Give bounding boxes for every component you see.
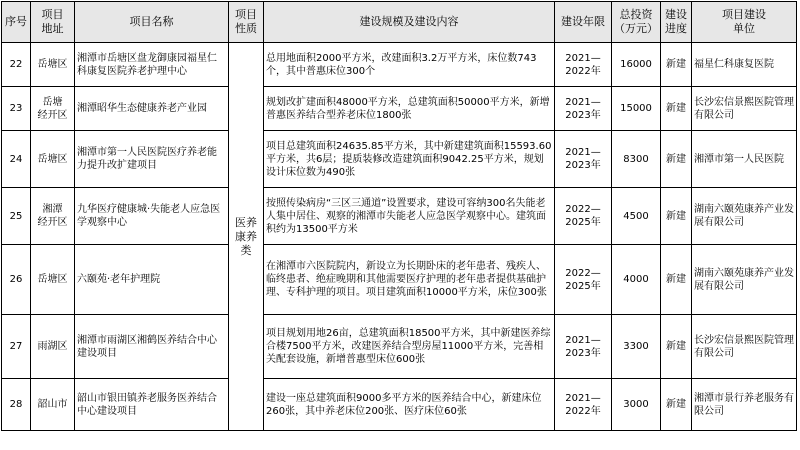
row-site: 岳塘区 [31, 245, 75, 315]
period-start: 2021— [565, 147, 601, 158]
row-site: 雨湖区 [31, 315, 75, 379]
row-progress: 新建 [661, 245, 692, 315]
row-site: 岳塘区 [31, 43, 75, 87]
period-end: 2023年 [565, 109, 601, 121]
row-content: 按照传染病房“三区三通道”设置要求，建设可容纳300名失能老人集中居住、观察的湘潭市失能老人应急医学观察中心。建筑面积约为13500平方米 [264, 188, 555, 245]
row-site: 韶山市 [31, 379, 75, 431]
header-seq: 序号 [2, 2, 31, 43]
row-progress: 新建 [661, 379, 692, 431]
period-start: 2021— [565, 96, 601, 108]
row-content: 规划改扩建面积48000平方米，总建筑面积50000平方米，新增普惠医养结合型养老床位1800张 [264, 87, 555, 131]
header-nature: 项目 性质 [229, 2, 264, 43]
row-progress: 新建 [661, 188, 692, 245]
period-end: 2025年 [565, 217, 601, 228]
row-seq: 24 [2, 131, 31, 188]
row-unit: 湖南六颐苑康养产业发展有限公司 [692, 245, 797, 315]
row-invest: 3000 [612, 379, 661, 431]
period-start: 2021— [565, 392, 601, 404]
row-unit: 湖南六颐苑康养产业发展有限公司 [692, 188, 797, 245]
row-period [555, 131, 612, 188]
row-project-name: 湘潭市第一人民医院医疗养老能力提升改扩建项目 [75, 131, 229, 188]
row-seq: 28 [2, 379, 31, 431]
header-invest: 总投资 （万元） [612, 2, 661, 43]
row-unit: 湘潭市第一人民医院 [692, 131, 797, 188]
period-end: 2023年 [565, 347, 601, 359]
row-unit: 湘潭市景行养老服务有限公司 [692, 379, 797, 431]
row-seq: 26 [2, 245, 31, 315]
header-period: 建设年限 [555, 2, 612, 43]
row-content: 项目总建筑面积24635.85平方米，其中新建建筑面积15593.60平方米，共6层；提质装修改造建筑面积9042.25平方米，规划设计床位数为490张 [264, 131, 555, 188]
table-row [2, 379, 797, 431]
header-site: 项目 地址 [31, 2, 75, 43]
row-seq: 22 [2, 43, 31, 87]
row-seq: 27 [2, 315, 31, 379]
row-project-name: 湘潭市雨湖区湘鹤医养结合中心建设项目 [75, 315, 229, 379]
row-project-name: 湘潭昭华生态健康养老产业园 [75, 87, 229, 131]
header-name: 项目名称 [75, 2, 229, 43]
row-period [555, 87, 612, 131]
period-start: 2022— [565, 204, 601, 215]
table-row [2, 87, 797, 131]
row-site: 岳塘 经开区 [31, 87, 75, 131]
table-row [2, 188, 797, 245]
row-content: 建设一座总建筑面积9000多平方米的医养结合中心，新建床位260张，其中养老床位200张、医疗床位60张 [264, 379, 555, 431]
row-project-name: 九华医疗健康城·失能老人应急医学观察中心 [75, 188, 229, 245]
row-project-name: 六颐苑·老年护理院 [75, 245, 229, 315]
header-content: 建设规模及建设内容 [264, 2, 555, 43]
row-content: 总用地面积2000平方米，改建面积3.2万平方米，床位数743个，其中普惠床位300个 [264, 43, 555, 87]
row-invest: 4500 [612, 188, 661, 245]
row-progress: 新建 [661, 87, 692, 131]
row-period [555, 315, 612, 379]
row-content: 在湘潭市六医院院内，新设立为长期卧床的老年患者、残疾人、临终患者、绝症晚期和其他需要医疗护理的老年患者提供基础护理、专科护理的项目。项目建筑面积10000平方米，床位300张 [264, 245, 555, 315]
period-start: 2021— [565, 52, 601, 64]
period-start: 2021— [565, 334, 601, 346]
category-label: 医养 康养类 [235, 215, 257, 257]
period-end: 2022年 [565, 405, 601, 417]
row-progress: 新建 [661, 315, 692, 379]
row-seq: 25 [2, 188, 31, 245]
row-site: 岳塘区 [31, 131, 75, 188]
row-unit: 长沙宏信景熙医院管理有限公司 [692, 87, 797, 131]
table-row [2, 245, 797, 315]
row-invest: 3300 [612, 315, 661, 379]
period-end: 2025年 [565, 280, 601, 292]
project-table [1, 1, 797, 431]
row-period [555, 245, 612, 315]
header-unit: 项目建设 单位 [692, 2, 797, 43]
period-end: 2022年 [565, 65, 601, 77]
row-invest: 8300 [612, 131, 661, 188]
period-end: 2023年 [565, 160, 601, 171]
header-progress: 建设 进度 [661, 2, 692, 43]
row-unit: 福星仁科康复医院 [692, 43, 797, 87]
table-row [2, 315, 797, 379]
header-row [2, 2, 797, 43]
row-seq: 23 [2, 87, 31, 131]
row-period [555, 43, 612, 87]
table-row [2, 131, 797, 188]
row-invest: 15000 [612, 87, 661, 131]
project-category [229, 43, 264, 431]
row-project-name: 湘潭市岳塘区盘龙御康园福星仁科康复医院养老护理中心 [75, 43, 229, 87]
row-period [555, 188, 612, 245]
period-start: 2022— [565, 267, 601, 279]
table-row [2, 43, 797, 87]
row-progress: 新建 [661, 131, 692, 188]
row-project-name: 韶山市银田镇养老服务医养结合中心建设项目 [75, 379, 229, 431]
row-content: 项目规划用地26亩，总建筑面积18500平方米，其中新建医养综合楼7500平方米，改建医养结合型房屋11000平方米，完善相关配套设施，新增普惠型床位600张 [264, 315, 555, 379]
row-period [555, 379, 612, 431]
row-invest: 16000 [612, 43, 661, 87]
row-invest: 4000 [612, 245, 661, 315]
row-unit: 长沙宏信景熙医院管理有限公司 [692, 315, 797, 379]
row-site: 湘潭 经开区 [31, 188, 75, 245]
row-progress: 新建 [661, 43, 692, 87]
